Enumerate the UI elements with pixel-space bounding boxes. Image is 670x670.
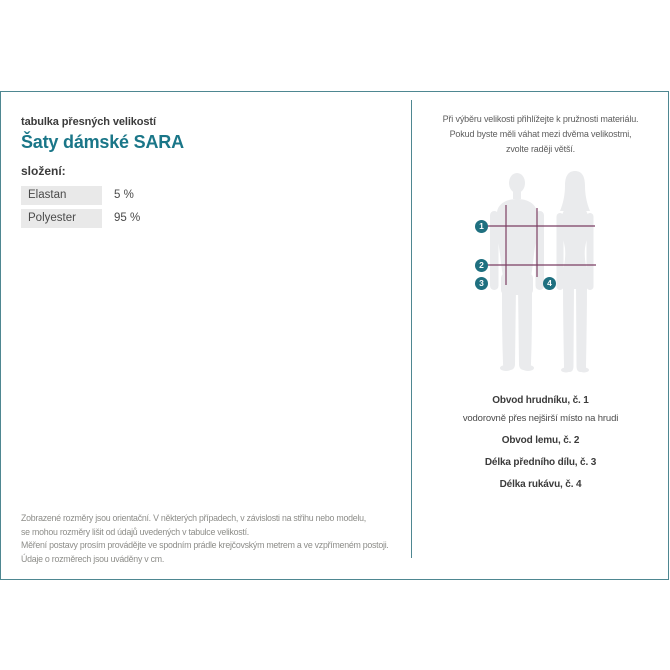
disclaimer-line: se mohou rozměry lišit od údajů uvedených v tabulce velikostí. <box>21 526 250 537</box>
material-name: Elastan <box>21 186 102 205</box>
marker-4: 4 <box>543 277 556 290</box>
material-percentage: 5 % <box>114 189 134 201</box>
body-silhouettes-illustration <box>461 168 621 383</box>
measurement-legend <box>412 394 669 491</box>
composition-heading: složení: <box>21 164 66 178</box>
fit-advice-line: Při výběru velikosti přihlížejte k pružnosti materiálu. <box>442 114 639 124</box>
fit-advice <box>412 112 669 157</box>
measurement-label-3: Délka předního dílu, č. 3 <box>484 457 597 468</box>
measurement-figure <box>461 168 621 383</box>
product-info-panel <box>1 92 411 579</box>
size-disclaimer <box>21 512 393 566</box>
measurement-label-4: Délka rukávu, č. 4 <box>499 479 582 490</box>
disclaimer-line: Údaje o rozměrech jsou uváděny v cm. <box>21 553 165 564</box>
composition-row <box>21 209 393 228</box>
marker-3: 3 <box>475 277 488 290</box>
measurement-panel <box>412 92 669 579</box>
fit-advice-line: zvolte raději větší. <box>505 144 576 154</box>
chart-subtitle: tabulka přesných velikostí <box>21 116 156 128</box>
size-chart-sheet <box>0 91 669 580</box>
measurement-note-1: vodorovně přes nejširší místo na hrudi <box>462 413 619 424</box>
measurement-label-2: Obvod lemu, č. 2 <box>501 435 580 446</box>
composition-row <box>21 186 393 205</box>
marker-2: 2 <box>475 259 488 272</box>
female-silhouette <box>556 171 593 373</box>
material-percentage: 95 % <box>114 212 141 224</box>
product-title: Šaty dámské SARA <box>21 132 184 152</box>
disclaimer-line: Zobrazené rozměry jsou orientační. V některých případech, v závislosti na střihu nebo modelu, <box>21 513 366 523</box>
marker-1: 1 <box>475 220 488 233</box>
disclaimer-line: Měření postavy prosím provádějte ve spodním prádle krejčovským metrem a ve vzpřímeném postoji. <box>21 540 389 550</box>
fit-advice-line: Pokud byste měli váhat mezi dvěma velikostmi, <box>449 129 632 139</box>
material-name: Polyester <box>21 209 102 228</box>
composition-table <box>21 186 393 232</box>
measurement-label-1: Obvod hrudníku, č. 1 <box>492 395 589 406</box>
male-silhouette <box>490 173 544 371</box>
